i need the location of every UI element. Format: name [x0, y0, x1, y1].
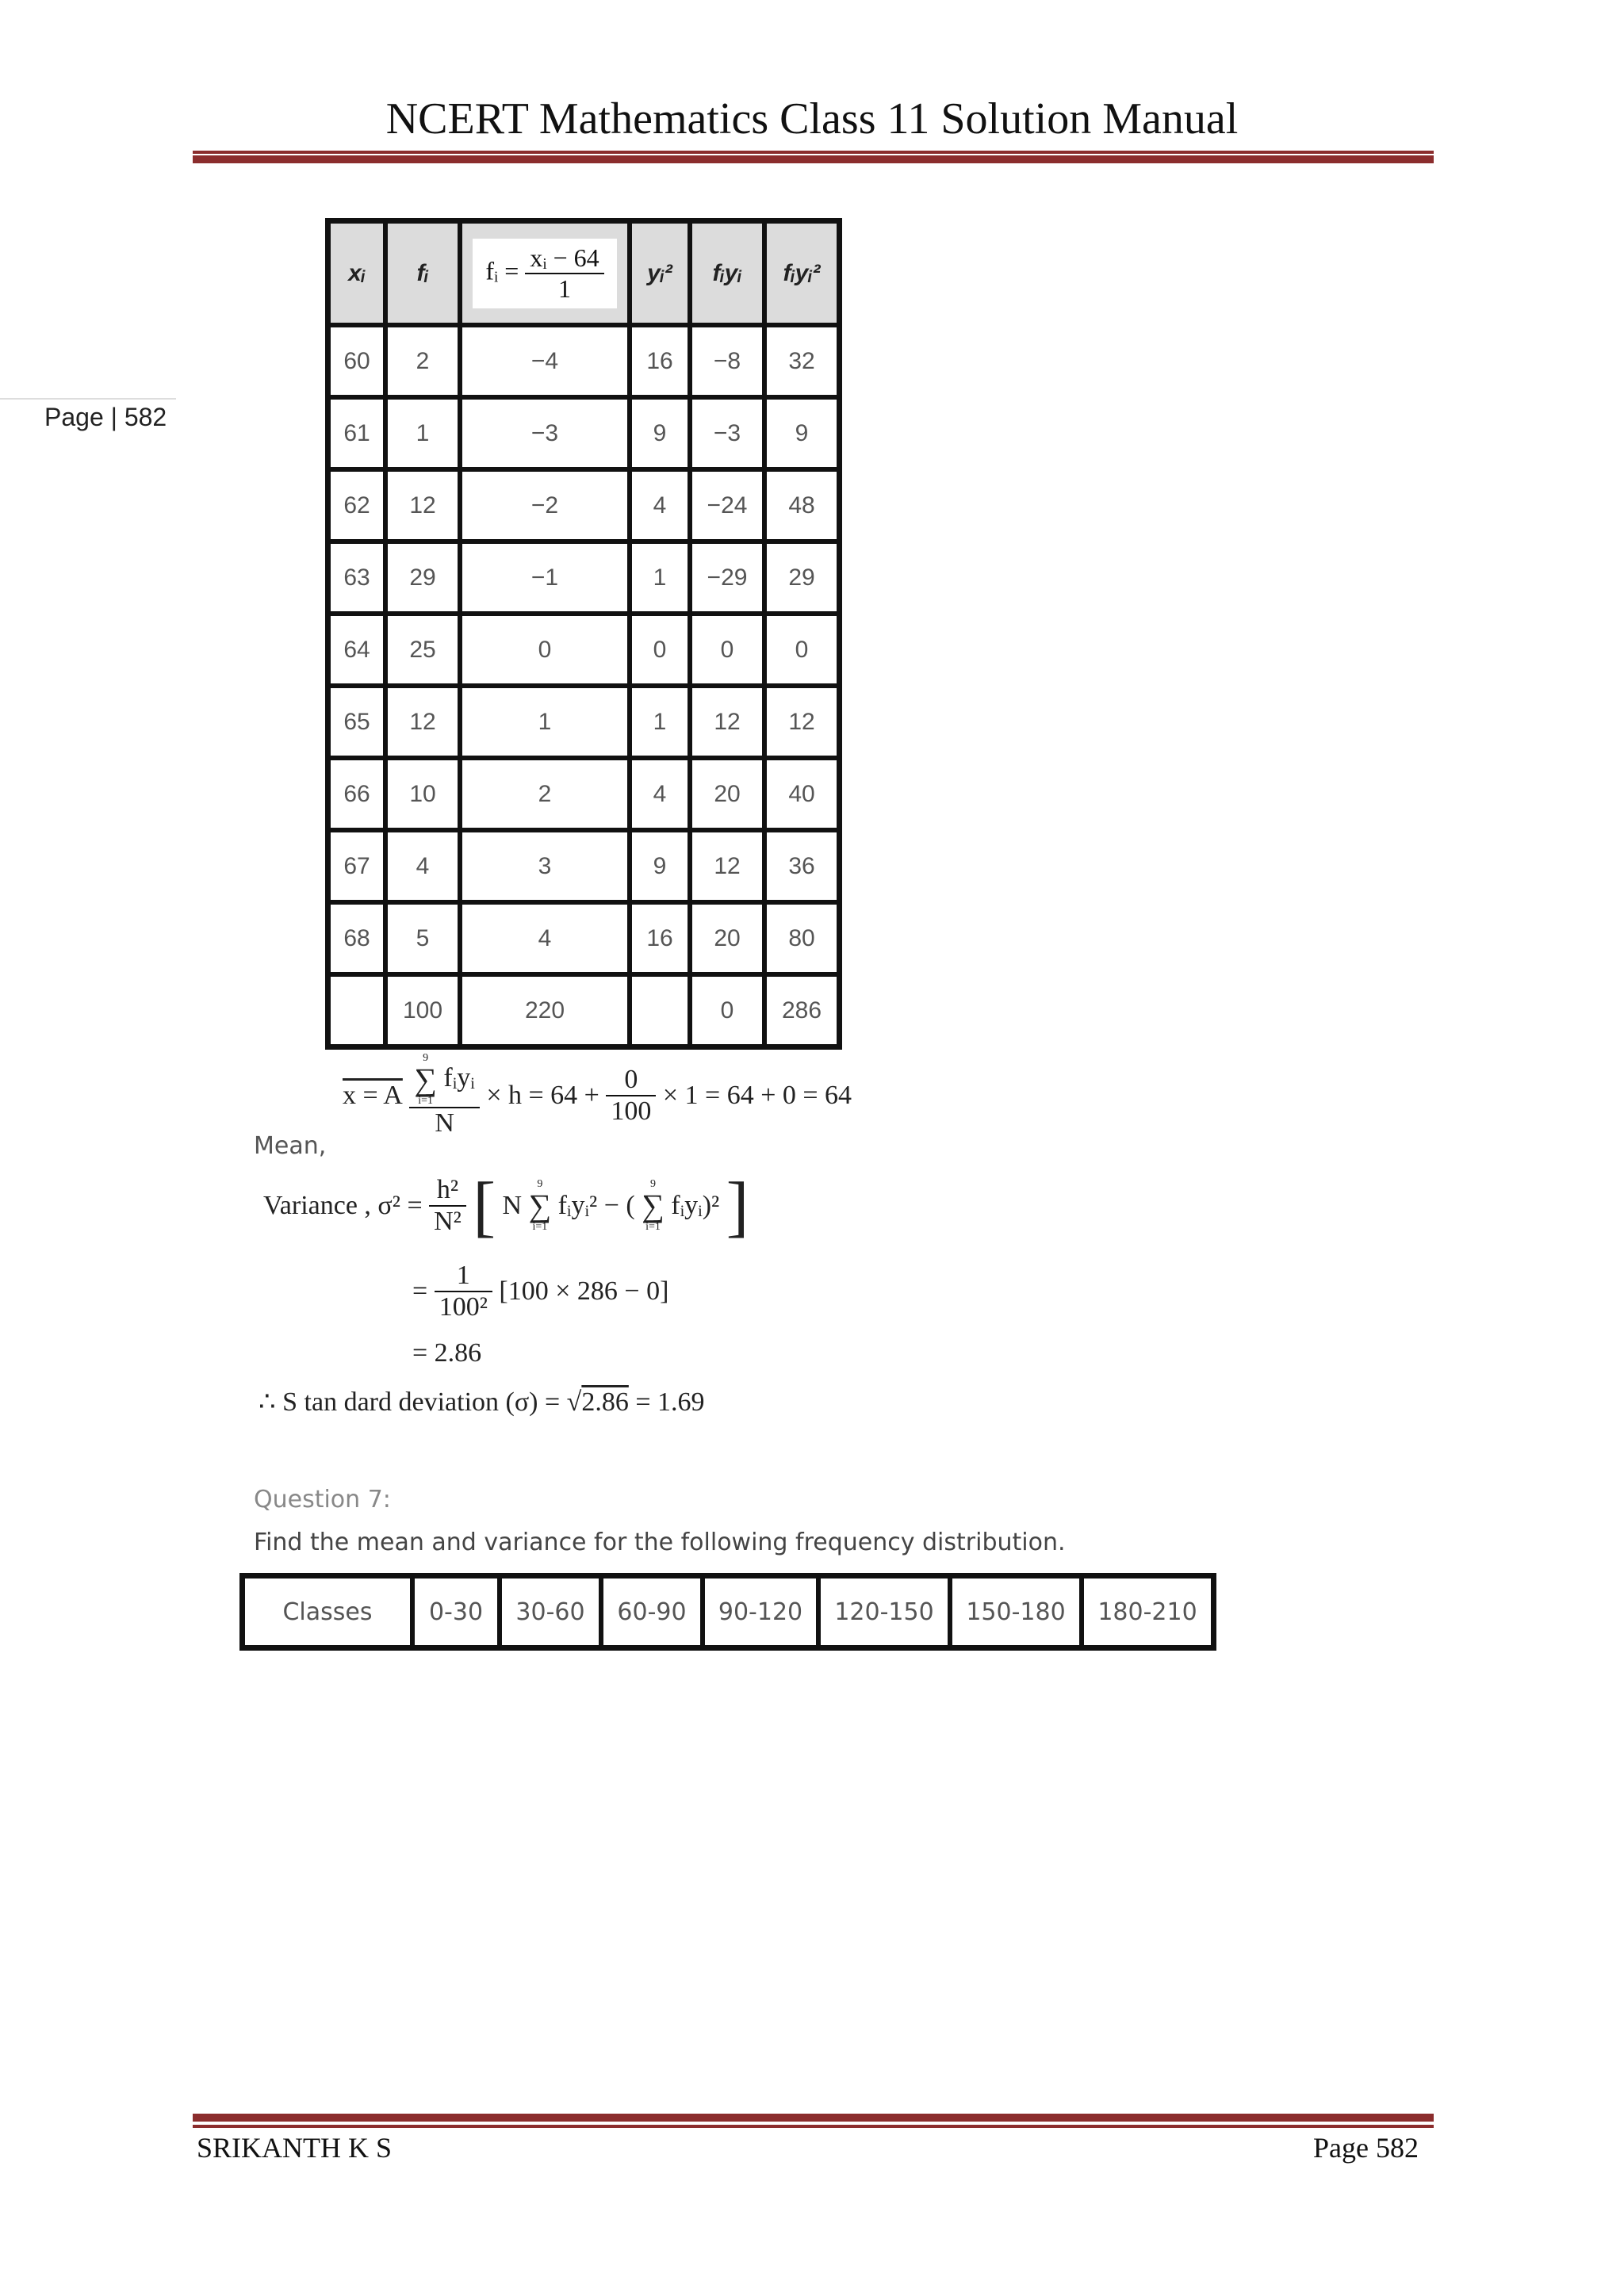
- line2-eq: =: [412, 1276, 428, 1306]
- cell: −1: [460, 541, 630, 614]
- cell: 4: [630, 758, 690, 830]
- cell: 30-60: [500, 1576, 601, 1647]
- sigma-upper-limit: 9: [537, 1178, 543, 1190]
- table-row: [328, 758, 839, 830]
- formula-lhs: fᵢ =: [485, 255, 519, 285]
- sigma-icon: [529, 1179, 552, 1233]
- table-row: [328, 397, 839, 469]
- cell: −8: [690, 325, 764, 397]
- sd-text: ∴ S tan dard deviation (σ) =: [259, 1387, 561, 1417]
- cell: 20: [690, 758, 764, 830]
- standard-deviation-line: [259, 1386, 705, 1418]
- cell: 12: [385, 686, 460, 758]
- header-rule-thin: [193, 151, 1434, 154]
- cell: 12: [690, 830, 764, 902]
- cell: 63: [328, 541, 385, 614]
- header-yi2: yᵢ²: [630, 221, 690, 325]
- cell: 100: [385, 974, 460, 1047]
- formula-denominator: 1: [557, 274, 571, 303]
- cell: 12: [385, 469, 460, 541]
- cell: 2: [385, 325, 460, 397]
- cell: 4: [460, 902, 630, 974]
- formula-numerator: xᵢ − 64: [525, 243, 603, 274]
- table-totals-row: [328, 974, 839, 1047]
- mean-label: Mean,: [254, 1132, 327, 1160]
- cell: 4: [385, 830, 460, 902]
- side-page-label: Page | 582: [44, 403, 167, 431]
- mean-numerator: [409, 1053, 479, 1108]
- cell: 90-120: [703, 1576, 818, 1647]
- cell: 180-210: [1082, 1576, 1213, 1647]
- cell: 220: [460, 974, 630, 1047]
- sd-radicand: 2.86: [581, 1387, 629, 1417]
- table-header-row: [328, 221, 839, 325]
- cell: 65: [328, 686, 385, 758]
- cell: 16: [630, 325, 690, 397]
- mean-fraction: [409, 1053, 479, 1138]
- sigma-lower-limit: i=1: [418, 1095, 434, 1107]
- table-row: [328, 325, 839, 397]
- cell: 2: [460, 758, 630, 830]
- mean-zero-num: 0: [606, 1065, 656, 1096]
- sigma-icon: [642, 1179, 665, 1233]
- cell: 40: [764, 758, 839, 830]
- table-row: [328, 541, 839, 614]
- cell: 36: [764, 830, 839, 902]
- cell: 12: [690, 686, 764, 758]
- line2-num: 1: [435, 1261, 492, 1292]
- cell: −29: [690, 541, 764, 614]
- cell: 0: [460, 614, 630, 686]
- table-row: [328, 614, 839, 686]
- variance-label: Variance , σ² =: [263, 1191, 423, 1220]
- header-fi: fᵢ: [385, 221, 460, 325]
- cell: Classes: [243, 1576, 412, 1647]
- cell: 0: [690, 614, 764, 686]
- cell: 5: [385, 902, 460, 974]
- cell: [630, 974, 690, 1047]
- sigma-upper-limit: 9: [649, 1178, 656, 1190]
- cell: 0-30: [412, 1576, 500, 1647]
- question-title: Question 7:: [254, 1486, 391, 1513]
- cell: 286: [764, 974, 839, 1047]
- cell: 12: [764, 686, 839, 758]
- side-divider: [0, 398, 176, 400]
- question-text: Find the mean and variance for the following frequency distribution.: [254, 1529, 1066, 1556]
- cell: 68: [328, 902, 385, 974]
- cell: 150-180: [950, 1576, 1082, 1647]
- variance-fraction: [429, 1175, 466, 1237]
- cell: 1: [630, 541, 690, 614]
- sigma-lower-limit: i=1: [645, 1221, 661, 1233]
- mean-lhs: x = A: [343, 1081, 403, 1110]
- variance-num: h²: [429, 1175, 466, 1207]
- cell: 4: [630, 469, 690, 541]
- cell: 9: [764, 397, 839, 469]
- cell: 3: [460, 830, 630, 902]
- cell: 67: [328, 830, 385, 902]
- cell: [328, 974, 385, 1047]
- mean-denominator: N: [435, 1108, 454, 1138]
- cell: 60: [328, 325, 385, 397]
- footer-page: Page 582: [1313, 2132, 1419, 2164]
- cell: 60-90: [601, 1576, 703, 1647]
- sigma-icon: [414, 1053, 437, 1107]
- table-row: [328, 469, 839, 541]
- page-title: NCERT Mathematics Class 11 Solution Manual: [385, 94, 1239, 144]
- cell: −3: [690, 397, 764, 469]
- variance-den: N²: [434, 1207, 462, 1236]
- header-xi: xᵢ: [328, 221, 385, 325]
- sigma-symbol: ∑: [414, 1062, 437, 1097]
- variance-term1: N: [502, 1191, 523, 1220]
- footer-rule-thin: [193, 2125, 1434, 2128]
- variance-formula: [263, 1168, 749, 1244]
- mean-rhs2: × 1 = 64 + 0 = 64: [662, 1081, 852, 1110]
- header-formula: [460, 221, 630, 325]
- cell: 9: [630, 397, 690, 469]
- cell: 25: [385, 614, 460, 686]
- cell: −2: [460, 469, 630, 541]
- mean-zero-den: 100: [611, 1096, 652, 1126]
- cell: 0: [764, 614, 839, 686]
- mean-num-text: fᵢyᵢ: [443, 1062, 475, 1093]
- cell: 16: [630, 902, 690, 974]
- cell: 9: [630, 830, 690, 902]
- cell: 80: [764, 902, 839, 974]
- mean-rhs1: × h = 64 +: [486, 1081, 599, 1110]
- cell: 0: [690, 974, 764, 1047]
- cell: 10: [385, 758, 460, 830]
- cell: −3: [460, 397, 630, 469]
- table-row: [328, 686, 839, 758]
- cell: 66: [328, 758, 385, 830]
- cell: 32: [764, 325, 839, 397]
- right-bracket-icon: ]: [726, 1168, 749, 1244]
- variance-line-2: [412, 1261, 668, 1322]
- sigma-lower-limit: i=1: [532, 1221, 548, 1233]
- sigma-upper-limit: 9: [423, 1052, 429, 1064]
- cell: 62: [328, 469, 385, 541]
- sd-result: = 1.69: [635, 1387, 705, 1417]
- formula-fraction: [525, 243, 603, 304]
- header-rule-thick: [193, 155, 1434, 163]
- formula-box: [473, 239, 616, 308]
- footer-author: SRIKANTH K S: [197, 2132, 393, 2164]
- table-row: [243, 1576, 1213, 1647]
- line2-fraction: [435, 1261, 492, 1322]
- cell: 120-150: [818, 1576, 950, 1647]
- classes-table: [239, 1573, 1216, 1651]
- line2-den: 100²: [439, 1292, 488, 1322]
- cell: 48: [764, 469, 839, 541]
- cell: 0: [630, 614, 690, 686]
- sigma-symbol: ∑: [528, 1188, 552, 1223]
- mean-formula: [343, 1053, 852, 1138]
- variance-term2: fᵢyᵢ² − (: [557, 1191, 635, 1220]
- line2-bracket: [100 × 286 − 0]: [499, 1276, 669, 1306]
- cell: 64: [328, 614, 385, 686]
- frequency-table: [325, 218, 842, 1050]
- cell: 29: [385, 541, 460, 614]
- cell: 1: [385, 397, 460, 469]
- cell: 1: [630, 686, 690, 758]
- footer-rule-thick: [193, 2114, 1434, 2122]
- cell: 20: [690, 902, 764, 974]
- variance-line-3: = 2.86: [412, 1338, 482, 1368]
- left-bracket-icon: [: [473, 1168, 496, 1244]
- header-fiyi2: fᵢyᵢ²: [764, 221, 839, 325]
- header-fiyi: fᵢyᵢ: [690, 221, 764, 325]
- variance-term3: fᵢyᵢ)²: [671, 1191, 720, 1220]
- cell: 61: [328, 397, 385, 469]
- table-row: [328, 902, 839, 974]
- sigma-symbol: ∑: [642, 1188, 665, 1223]
- table-row: [328, 830, 839, 902]
- cell: −4: [460, 325, 630, 397]
- cell: −24: [690, 469, 764, 541]
- cell: 29: [764, 541, 839, 614]
- sqrt-icon: √: [566, 1387, 582, 1417]
- cell: 1: [460, 686, 630, 758]
- mean-zero-fraction: [606, 1065, 656, 1127]
